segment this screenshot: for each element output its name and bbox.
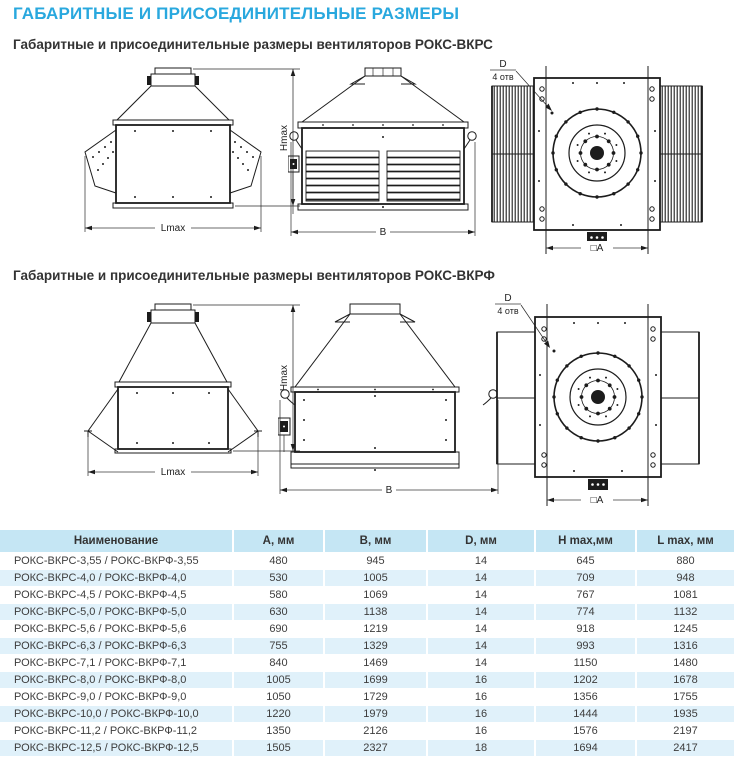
fan-model-cell: РОКС-ВКРС-10,0 / РОКС-ВКРФ-10,0 bbox=[14, 708, 199, 720]
dimension-label-d: D bbox=[504, 293, 512, 304]
dimension-value-cell: 2327 bbox=[324, 740, 427, 757]
fan-body bbox=[115, 387, 231, 453]
dimension-label-lmax: Lmax bbox=[160, 467, 186, 478]
dimension-label-square-a: □A bbox=[590, 243, 604, 254]
dimension-value-cell: 645 bbox=[535, 553, 636, 570]
dimension-value-cell: 1005 bbox=[233, 672, 324, 689]
fan-body bbox=[291, 392, 459, 471]
dimension-value-cell: 480 bbox=[233, 553, 324, 570]
table-body bbox=[0, 553, 734, 757]
table-row bbox=[0, 723, 734, 740]
table-row bbox=[0, 604, 734, 621]
dimension-value-cell: 945 bbox=[324, 553, 427, 570]
vkrs-front-view-drawing bbox=[288, 56, 488, 266]
dimension-value-cell: 14 bbox=[427, 570, 535, 587]
dimension-value-cell: 1755 bbox=[636, 689, 734, 706]
vkrf-front-view-drawing bbox=[278, 290, 500, 522]
cone bbox=[115, 323, 231, 387]
table-row bbox=[0, 553, 734, 570]
dimension-value-cell: 880 bbox=[636, 553, 734, 570]
dimension-value-cell: 18 bbox=[427, 740, 535, 757]
dimension-value-cell: 1935 bbox=[636, 706, 734, 723]
impeller bbox=[552, 351, 643, 442]
dimension-value-cell: 2197 bbox=[636, 723, 734, 740]
cone bbox=[291, 314, 459, 392]
dimension-value-cell: 2126 bbox=[324, 723, 427, 740]
section-title-vkrs: Габаритные и присоединительные размеры вентиляторов РОКС-ВКРС bbox=[13, 37, 493, 52]
column-header-d: D, мм bbox=[427, 530, 535, 553]
holes-count-label: 4 отв bbox=[497, 306, 519, 316]
table-row bbox=[0, 689, 734, 706]
dimension-value-cell: 1202 bbox=[535, 672, 636, 689]
dimension-value-cell: 14 bbox=[427, 587, 535, 604]
cone bbox=[298, 76, 468, 128]
hmax-dimension bbox=[193, 69, 300, 206]
cone bbox=[113, 86, 233, 125]
dimension-value-cell: 1138 bbox=[324, 604, 427, 621]
dimension-value-cell: 14 bbox=[427, 621, 535, 638]
left-diffuser bbox=[85, 130, 116, 193]
dimension-value-cell: 1729 bbox=[324, 689, 427, 706]
vkrf-side-view-drawing bbox=[73, 290, 305, 522]
dimension-value-cell: 16 bbox=[427, 689, 535, 706]
holes-count-label: 4 отв bbox=[492, 72, 514, 82]
dimension-value-cell: 14 bbox=[427, 655, 535, 672]
fan-model-cell: РОКС-ВКРС-4,5 / РОКС-ВКРФ-4,5 bbox=[14, 589, 187, 601]
dimension-value-cell: 1694 bbox=[535, 740, 636, 757]
lmax-dimension bbox=[88, 435, 258, 478]
dimension-label-hmax: Hmax bbox=[279, 124, 290, 152]
fan-body bbox=[298, 128, 468, 210]
dimension-value-cell: 1576 bbox=[535, 723, 636, 740]
dimension-label-square-a: □A bbox=[590, 495, 604, 506]
fan-model-cell: РОКС-ВКРС-7,1 / РОКС-ВКРФ-7,1 bbox=[14, 657, 187, 669]
fan-model-cell: РОКС-ВКРС-4,0 / РОКС-ВКРФ-4,0 bbox=[14, 572, 187, 584]
dimension-value-cell: 1220 bbox=[233, 706, 324, 723]
dimension-value-cell: 1505 bbox=[233, 740, 324, 757]
square-a-dimension bbox=[546, 241, 648, 254]
vkrf-top-view-drawing bbox=[488, 290, 734, 522]
table-row bbox=[0, 570, 734, 587]
vkrf-drawings-row bbox=[0, 290, 734, 526]
table-row bbox=[0, 638, 734, 655]
table-row bbox=[0, 621, 734, 638]
dimension-value-cell: 1005 bbox=[324, 570, 427, 587]
dimension-value-cell: 918 bbox=[535, 621, 636, 638]
fan-model-cell: РОКС-ВКРС-5,6 / РОКС-ВКРФ-5,6 bbox=[14, 623, 187, 635]
dimension-value-cell: 1050 bbox=[233, 689, 324, 706]
dimension-value-cell: 1081 bbox=[636, 587, 734, 604]
column-header-b: В, мм bbox=[324, 530, 427, 553]
dimension-value-cell: 840 bbox=[233, 655, 324, 672]
column-header-a: А, мм bbox=[233, 530, 324, 553]
vkrs-drawings-row bbox=[0, 56, 734, 268]
dimension-value-cell: 1469 bbox=[324, 655, 427, 672]
vkrs-side-view-drawing bbox=[73, 56, 305, 266]
dimension-value-cell: 630 bbox=[233, 604, 324, 621]
dimension-value-cell: 709 bbox=[535, 570, 636, 587]
table-row bbox=[0, 672, 734, 689]
motor-cap bbox=[335, 304, 415, 322]
dimension-value-cell: 1356 bbox=[535, 689, 636, 706]
dimension-value-cell: 1480 bbox=[636, 655, 734, 672]
right-support bbox=[228, 389, 262, 452]
dimension-value-cell: 767 bbox=[535, 587, 636, 604]
table-header bbox=[0, 530, 734, 553]
dimension-value-cell: 1678 bbox=[636, 672, 734, 689]
dimension-value-cell: 755 bbox=[233, 638, 324, 655]
dimension-value-cell: 993 bbox=[535, 638, 636, 655]
bottom-connector bbox=[588, 479, 608, 490]
dimension-value-cell: 530 bbox=[233, 570, 324, 587]
dimension-value-cell: 16 bbox=[427, 672, 535, 689]
column-header-name: Наименование bbox=[0, 530, 233, 553]
dimension-value-cell: 580 bbox=[233, 587, 324, 604]
fan-model-cell: РОКС-ВКРС-9,0 / РОКС-ВКРФ-9,0 bbox=[14, 691, 187, 703]
dimensions-table bbox=[0, 530, 734, 757]
page-title: ГАБАРИТНЫЕ И ПРИСОЕДИНИТЕЛЬНЫЕ РАЗМЕРЫ bbox=[13, 4, 460, 23]
dimension-label-b: B bbox=[385, 485, 393, 496]
dimension-value-cell: 1245 bbox=[636, 621, 734, 638]
fan-model-cell: РОКС-ВКРС-12,5 / РОКС-ВКРФ-12,5 bbox=[14, 742, 199, 754]
column-header-hmax: H max,мм bbox=[535, 530, 636, 553]
impeller bbox=[551, 107, 642, 198]
dimension-value-cell: 1069 bbox=[324, 587, 427, 604]
table-header-row bbox=[0, 530, 734, 553]
b-dimension bbox=[280, 400, 498, 496]
dimension-value-cell: 1444 bbox=[535, 706, 636, 723]
dimension-value-cell: 1316 bbox=[636, 638, 734, 655]
lmax-dimension bbox=[85, 156, 261, 234]
table-row bbox=[0, 655, 734, 672]
dimension-value-cell: 14 bbox=[427, 638, 535, 655]
fan-model-cell: РОКС-ВКРС-8,0 / РОКС-ВКРФ-8,0 bbox=[14, 674, 187, 686]
dimension-label-lmax: Lmax bbox=[160, 223, 186, 234]
table-row bbox=[0, 706, 734, 723]
dimension-value-cell: 774 bbox=[535, 604, 636, 621]
fan-model-cell: РОКС-ВКРС-6,3 / РОКС-ВКРФ-6,3 bbox=[14, 640, 187, 652]
section-title-vkrf: Габаритные и присоединительные размеры вентиляторов РОКС-ВКРФ bbox=[13, 268, 495, 283]
dimension-value-cell: 2417 bbox=[636, 740, 734, 757]
dimension-value-cell: 14 bbox=[427, 604, 535, 621]
column-header-lmax: L max, мм bbox=[636, 530, 734, 553]
lifting-hooks bbox=[290, 132, 476, 149]
dimension-value-cell: 1329 bbox=[324, 638, 427, 655]
table-row bbox=[0, 587, 734, 604]
louvers-left bbox=[306, 151, 379, 201]
motor-cap bbox=[351, 68, 415, 84]
dimension-value-cell: 1350 bbox=[233, 723, 324, 740]
dimension-value-cell: 1219 bbox=[324, 621, 427, 638]
dimension-value-cell: 14 bbox=[427, 553, 535, 570]
fan-model-cell: РОКС-ВКРС-3,55 / РОКС-ВКРФ-3,55 bbox=[14, 555, 199, 567]
motor-cap bbox=[147, 68, 199, 86]
dimension-value-cell: 690 bbox=[233, 621, 324, 638]
fan-model-cell: РОКС-ВКРС-11,2 / РОКС-ВКРФ-11,2 bbox=[14, 725, 197, 737]
vkrs-top-view-drawing bbox=[478, 56, 734, 268]
table-row bbox=[0, 740, 734, 757]
dimension-value-cell: 948 bbox=[636, 570, 734, 587]
dimension-label-d: D bbox=[499, 59, 507, 70]
dimension-value-cell: 1699 bbox=[324, 672, 427, 689]
dimension-value-cell: 16 bbox=[427, 706, 535, 723]
dimension-value-cell: 1150 bbox=[535, 655, 636, 672]
motor-cap bbox=[147, 304, 199, 323]
dimension-label-hmax: Hmax bbox=[279, 364, 290, 392]
square-a-dimension bbox=[547, 493, 648, 506]
left-support bbox=[84, 389, 118, 452]
dimension-value-cell: 16 bbox=[427, 723, 535, 740]
dimension-value-cell: 1979 bbox=[324, 706, 427, 723]
fan-model-cell: РОКС-ВКРС-5,0 / РОКС-ВКРФ-5,0 bbox=[14, 606, 187, 618]
louvers-right bbox=[387, 151, 460, 201]
terminal-box bbox=[288, 156, 299, 214]
fan-body bbox=[113, 125, 233, 208]
dimension-value-cell: 1132 bbox=[636, 604, 734, 621]
dimension-label-b: B bbox=[379, 227, 387, 238]
right-diffuser bbox=[230, 130, 261, 193]
